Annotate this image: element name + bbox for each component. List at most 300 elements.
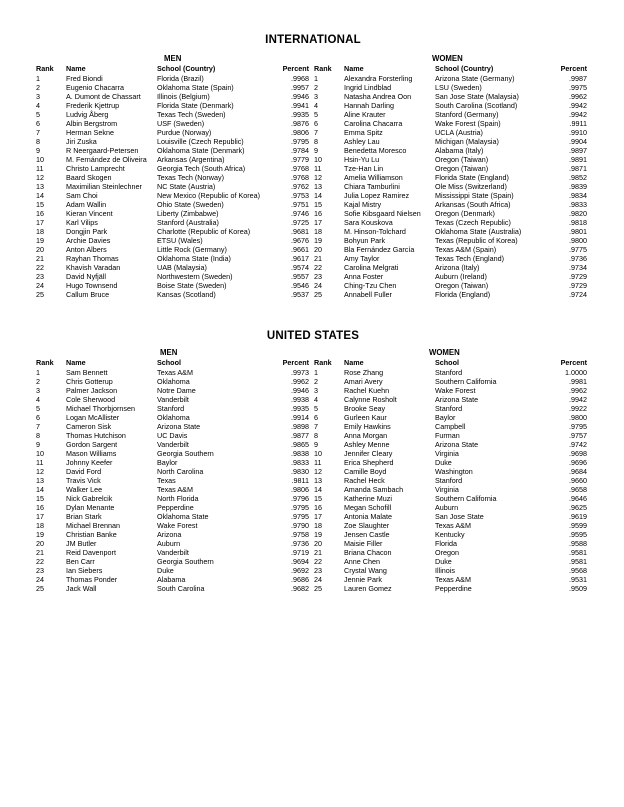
rank-cell: 7 bbox=[36, 422, 40, 431]
table-header bbox=[36, 358, 312, 367]
table-row bbox=[314, 539, 590, 548]
school-cell: Stanford bbox=[157, 404, 185, 413]
percent-cell: .9941 bbox=[291, 101, 309, 110]
school-cell: Florida (Brazil) bbox=[157, 74, 204, 83]
table-row bbox=[36, 386, 312, 395]
name-cell: Calynne Rosholt bbox=[344, 395, 397, 404]
school-cell: Boise State (Sweden) bbox=[157, 281, 227, 290]
table-row bbox=[36, 575, 312, 584]
rank-cell: 12 bbox=[36, 173, 44, 182]
name-cell: Gurleen Kaur bbox=[344, 413, 387, 422]
school-cell: Florida (England) bbox=[435, 290, 491, 299]
name-cell: Dongjin Park bbox=[66, 227, 108, 236]
table-row bbox=[36, 404, 312, 413]
percent-cell: .9768 bbox=[291, 164, 309, 173]
table-row bbox=[314, 200, 590, 209]
rank-cell: 8 bbox=[314, 431, 318, 440]
percent-cell: .9698 bbox=[569, 449, 587, 458]
percent-cell: .9830 bbox=[291, 467, 309, 476]
name-cell: David Nyfjäll bbox=[66, 272, 106, 281]
table-row bbox=[36, 281, 312, 290]
name-cell: Chris Gotterup bbox=[66, 377, 113, 386]
name-cell: Hugo Townsend bbox=[66, 281, 118, 290]
percent-cell: .9938 bbox=[291, 395, 309, 404]
school-cell: Stanford bbox=[435, 476, 463, 485]
table-row bbox=[36, 74, 312, 83]
name-cell: Nick Gabrelcik bbox=[66, 494, 113, 503]
percent-cell: .9962 bbox=[291, 377, 309, 386]
table-row bbox=[36, 236, 312, 245]
percent-cell: .9729 bbox=[569, 272, 587, 281]
rank-cell: 14 bbox=[36, 191, 44, 200]
rank-cell: 22 bbox=[36, 557, 44, 566]
rank-header: Rank bbox=[36, 64, 54, 73]
rank-cell: 19 bbox=[314, 236, 322, 245]
table-row bbox=[314, 119, 590, 128]
percent-cell: .9946 bbox=[291, 92, 309, 101]
school-cell: Michigan (Malaysia) bbox=[435, 137, 499, 146]
name-cell: Maximilian Steinlechner bbox=[66, 182, 142, 191]
name-cell: Hannah Darling bbox=[344, 101, 394, 110]
percent-cell: .9686 bbox=[291, 575, 309, 584]
school-cell: Purdue (Norway) bbox=[157, 128, 212, 137]
percent-cell: .9790 bbox=[291, 521, 309, 530]
school-cell: Stanford (Australia) bbox=[157, 218, 219, 227]
name-cell: Ian Siebers bbox=[66, 566, 103, 575]
united-states-men-label: MEN bbox=[160, 348, 178, 357]
percent-cell: .9839 bbox=[569, 182, 587, 191]
name-cell: Rose Zhang bbox=[344, 368, 384, 377]
name-cell: Carolina Chacarra bbox=[344, 119, 403, 128]
name-cell: R Neergaard-Petersen bbox=[66, 146, 139, 155]
table-row bbox=[314, 404, 590, 413]
percent-cell: .9557 bbox=[291, 272, 309, 281]
table-row bbox=[36, 458, 312, 467]
table-row bbox=[36, 485, 312, 494]
percent-cell: .9725 bbox=[291, 218, 309, 227]
school-cell: Oklahoma bbox=[157, 377, 190, 386]
school-cell: Texas (Czech Republic) bbox=[435, 218, 511, 227]
percent-cell: .9617 bbox=[291, 254, 309, 263]
school-header: School bbox=[157, 358, 181, 367]
table-row bbox=[36, 422, 312, 431]
percent-cell: .9942 bbox=[569, 395, 587, 404]
school-cell: Oregon bbox=[435, 548, 459, 557]
school-cell: Southern California bbox=[435, 494, 497, 503]
school-cell: San Jose State (Malaysia) bbox=[435, 92, 519, 101]
table-row bbox=[314, 128, 590, 137]
rank-cell: 16 bbox=[314, 503, 322, 512]
school-cell: ETSU (Wales) bbox=[157, 236, 203, 245]
percent-cell: .9734 bbox=[569, 263, 587, 272]
name-cell: Aline Krauter bbox=[344, 110, 386, 119]
percent-cell: .9911 bbox=[569, 119, 587, 128]
name-header: Name bbox=[66, 64, 86, 73]
percent-cell: .9694 bbox=[291, 557, 309, 566]
rank-cell: 10 bbox=[314, 449, 322, 458]
rank-cell: 18 bbox=[314, 521, 322, 530]
rank-cell: 7 bbox=[314, 422, 318, 431]
name-cell: Sam Choi bbox=[66, 191, 98, 200]
table-row bbox=[314, 254, 590, 263]
school-cell: Southern California bbox=[435, 377, 497, 386]
table-row bbox=[314, 440, 590, 449]
rank-cell: 1 bbox=[36, 74, 40, 83]
rank-cell: 4 bbox=[36, 101, 40, 110]
school-cell: North Florida bbox=[157, 494, 199, 503]
name-cell: Lauren Gomez bbox=[344, 584, 392, 593]
percent-cell: .9768 bbox=[291, 173, 309, 182]
rank-cell: 18 bbox=[314, 227, 322, 236]
name-cell: Brian Stark bbox=[66, 512, 102, 521]
name-cell: Archie Davies bbox=[66, 236, 111, 245]
name-cell: Mason Williams bbox=[66, 449, 117, 458]
percent-cell: .9796 bbox=[291, 494, 309, 503]
school-header: School (Country) bbox=[435, 64, 494, 73]
table-row bbox=[314, 377, 590, 386]
table-row bbox=[36, 530, 312, 539]
percent-cell: .9935 bbox=[291, 404, 309, 413]
name-header: Name bbox=[66, 358, 86, 367]
percent-cell: .9865 bbox=[291, 440, 309, 449]
percent-cell: .9724 bbox=[569, 290, 587, 299]
school-cell: Arizona bbox=[157, 530, 182, 539]
name-cell: Khavish Varadan bbox=[66, 263, 121, 272]
name-cell: Julia Lopez Ramirez bbox=[344, 191, 410, 200]
name-cell: Sofie Kibsgaard Nielsen bbox=[344, 209, 421, 218]
percent-header: Percent bbox=[560, 358, 587, 367]
table-header bbox=[36, 64, 312, 73]
school-cell: Baylor bbox=[157, 458, 178, 467]
percent-cell: .9692 bbox=[291, 566, 309, 575]
table-row bbox=[314, 92, 590, 101]
table-row bbox=[314, 566, 590, 575]
table-row bbox=[36, 164, 312, 173]
name-cell: Kajal Mistry bbox=[344, 200, 382, 209]
percent-cell: .9729 bbox=[569, 281, 587, 290]
rank-cell: 3 bbox=[36, 386, 40, 395]
school-cell: Texas A&M bbox=[157, 485, 193, 494]
school-cell: Texas A&M bbox=[435, 575, 471, 584]
school-cell: Arizona State bbox=[435, 395, 479, 404]
name-cell: Jensen Castle bbox=[344, 530, 390, 539]
school-cell: Virginia bbox=[435, 449, 459, 458]
name-cell: Jiri Zuska bbox=[66, 137, 97, 146]
name-cell: Anton Albers bbox=[66, 245, 107, 254]
percent-cell: .9957 bbox=[291, 83, 309, 92]
name-header: Name bbox=[344, 358, 364, 367]
school-cell: Florida State (Denmark) bbox=[157, 101, 234, 110]
school-cell: UAB (Malaysia) bbox=[157, 263, 207, 272]
rank-cell: 1 bbox=[314, 368, 318, 377]
percent-cell: .9818 bbox=[569, 218, 587, 227]
rank-cell: 12 bbox=[36, 467, 44, 476]
name-cell: M. Fernández de Oliveira bbox=[66, 155, 147, 164]
school-cell: Wake Forest (Spain) bbox=[435, 119, 501, 128]
table-row bbox=[36, 209, 312, 218]
rank-cell: 10 bbox=[314, 155, 322, 164]
school-cell: Furman bbox=[435, 431, 460, 440]
school-cell: Arizona State bbox=[435, 440, 479, 449]
name-cell: Carolina Melgrati bbox=[344, 263, 399, 272]
percent-cell: .9987 bbox=[569, 74, 587, 83]
name-cell: Hsin-Yu Lu bbox=[344, 155, 380, 164]
rank-cell: 25 bbox=[36, 584, 44, 593]
table-row bbox=[36, 245, 312, 254]
percent-cell: .9779 bbox=[291, 155, 309, 164]
name-cell: David Ford bbox=[66, 467, 102, 476]
rank-cell: 16 bbox=[314, 209, 322, 218]
school-header: School (Country) bbox=[157, 64, 216, 73]
school-cell: Washington bbox=[435, 467, 473, 476]
percent-cell: .9574 bbox=[291, 263, 309, 272]
table-row bbox=[314, 467, 590, 476]
rank-cell: 19 bbox=[314, 530, 322, 539]
percent-cell: .9942 bbox=[569, 101, 587, 110]
percent-cell: .9757 bbox=[569, 431, 587, 440]
rank-cell: 23 bbox=[36, 566, 44, 575]
name-cell: Anna Foster bbox=[344, 272, 384, 281]
table-row bbox=[314, 245, 590, 254]
international-men-label: MEN bbox=[164, 54, 182, 63]
rank-cell: 13 bbox=[36, 182, 44, 191]
school-cell: Oklahoma State bbox=[157, 512, 209, 521]
name-cell: Jennie Park bbox=[344, 575, 382, 584]
percent-cell: .9595 bbox=[569, 530, 587, 539]
name-cell: Cameron Sisk bbox=[66, 422, 112, 431]
table-row bbox=[314, 557, 590, 566]
rank-cell: 5 bbox=[314, 404, 318, 413]
percent-cell: .9946 bbox=[291, 386, 309, 395]
table-row bbox=[314, 485, 590, 494]
rank-cell: 8 bbox=[36, 137, 40, 146]
school-cell: Charlotte (Republic of Korea) bbox=[157, 227, 251, 236]
rank-cell: 2 bbox=[314, 83, 318, 92]
percent-cell: .9806 bbox=[291, 128, 309, 137]
percent-cell: .9625 bbox=[569, 503, 587, 512]
table-row bbox=[314, 74, 590, 83]
rank-cell: 3 bbox=[314, 386, 318, 395]
school-cell: New Mexico (Republic of Korea) bbox=[157, 191, 261, 200]
percent-cell: .9795 bbox=[291, 137, 309, 146]
rank-cell: 14 bbox=[314, 485, 322, 494]
percent-cell: .9736 bbox=[291, 539, 309, 548]
international-title: INTERNATIONAL bbox=[265, 34, 361, 46]
school-cell: Georgia Southern bbox=[157, 557, 214, 566]
name-cell: Travis Vick bbox=[66, 476, 101, 485]
rank-cell: 24 bbox=[314, 575, 322, 584]
rank-cell: 5 bbox=[314, 110, 318, 119]
percent-cell: .9746 bbox=[291, 209, 309, 218]
rank-cell: 9 bbox=[314, 146, 318, 155]
school-cell: Arkansas (Argentina) bbox=[157, 155, 225, 164]
school-cell: Oklahoma State (India) bbox=[157, 254, 231, 263]
table-row bbox=[314, 101, 590, 110]
rank-cell: 13 bbox=[36, 476, 44, 485]
rank-cell: 22 bbox=[36, 263, 44, 272]
rank-cell: 8 bbox=[36, 431, 40, 440]
school-cell: Texas (Republic of Korea) bbox=[435, 236, 518, 245]
percent-cell: .9962 bbox=[569, 92, 587, 101]
rank-cell: 18 bbox=[36, 227, 44, 236]
table-row bbox=[314, 191, 590, 200]
percent-cell: .9795 bbox=[291, 503, 309, 512]
percent-cell: .9811 bbox=[291, 476, 309, 485]
rank-cell: 9 bbox=[36, 440, 40, 449]
school-cell: Illinois bbox=[435, 566, 455, 575]
rank-cell: 3 bbox=[36, 92, 40, 101]
name-cell: Sara Kouskova bbox=[344, 218, 393, 227]
rank-cell: 13 bbox=[314, 476, 322, 485]
percent-cell: .9751 bbox=[291, 200, 309, 209]
rank-cell: 2 bbox=[36, 377, 40, 386]
name-cell: Erica Shepherd bbox=[344, 458, 394, 467]
percent-cell: .9910 bbox=[569, 128, 587, 137]
table-row bbox=[36, 413, 312, 422]
table-row bbox=[314, 137, 590, 146]
rank-cell: 20 bbox=[314, 245, 322, 254]
percent-cell: .9719 bbox=[291, 548, 309, 557]
name-cell: Zoe Slaughter bbox=[344, 521, 390, 530]
rank-cell: 7 bbox=[36, 128, 40, 137]
school-cell: Duke bbox=[435, 557, 452, 566]
name-cell: Walker Lee bbox=[66, 485, 103, 494]
rank-cell: 25 bbox=[36, 290, 44, 299]
name-cell: Ludvig Åberg bbox=[66, 110, 109, 119]
rank-cell: 24 bbox=[36, 575, 44, 584]
table-row bbox=[314, 182, 590, 191]
name-cell: Reid Davenport bbox=[66, 548, 116, 557]
rank-cell: 6 bbox=[314, 119, 318, 128]
table-row bbox=[314, 290, 590, 299]
school-cell: Ohio State (Sweden) bbox=[157, 200, 224, 209]
name-cell: Ching-Tzu Chen bbox=[344, 281, 397, 290]
table-row bbox=[36, 128, 312, 137]
school-cell: NC State (Austria) bbox=[157, 182, 216, 191]
rank-cell: 8 bbox=[314, 137, 318, 146]
table-row bbox=[36, 368, 312, 377]
name-cell: Sam Bennett bbox=[66, 368, 108, 377]
percent-cell: .9661 bbox=[291, 245, 309, 254]
percent-cell: .9581 bbox=[569, 548, 587, 557]
table-row bbox=[314, 575, 590, 584]
name-cell: M. Hinson-Tolchard bbox=[344, 227, 406, 236]
school-cell: Texas bbox=[157, 476, 176, 485]
name-cell: Adam Wallin bbox=[66, 200, 107, 209]
table-row bbox=[36, 227, 312, 236]
percent-cell: .9973 bbox=[291, 368, 309, 377]
table-row bbox=[314, 368, 590, 377]
school-cell: Texas Tech (England) bbox=[435, 254, 504, 263]
rank-header: Rank bbox=[36, 358, 54, 367]
school-cell: Auburn bbox=[435, 503, 459, 512]
school-cell: Texas Tech (Norway) bbox=[157, 173, 224, 182]
rank-cell: 18 bbox=[36, 521, 44, 530]
school-cell: Pepperdine bbox=[157, 503, 194, 512]
percent-cell: .9820 bbox=[569, 209, 587, 218]
table-row bbox=[314, 146, 590, 155]
name-cell: Rachel Heck bbox=[344, 476, 385, 485]
percent-cell: .9942 bbox=[569, 110, 587, 119]
percent-cell: .9800 bbox=[569, 413, 587, 422]
table-row bbox=[36, 110, 312, 119]
name-cell: Herman Sekne bbox=[66, 128, 114, 137]
percent-cell: .9877 bbox=[291, 431, 309, 440]
rank-cell: 21 bbox=[36, 254, 44, 263]
percent-cell: .9981 bbox=[569, 377, 587, 386]
percent-cell: .9962 bbox=[569, 386, 587, 395]
percent-cell: .9795 bbox=[569, 422, 587, 431]
table-row bbox=[314, 386, 590, 395]
name-cell: A. Dumont de Chassart bbox=[66, 92, 141, 101]
table-row bbox=[36, 173, 312, 182]
rank-cell: 21 bbox=[314, 548, 322, 557]
percent-cell: .9531 bbox=[569, 575, 587, 584]
name-cell: Tze-Han Lin bbox=[344, 164, 384, 173]
rank-cell: 9 bbox=[36, 146, 40, 155]
name-cell: Christo Lamprecht bbox=[66, 164, 125, 173]
school-cell: Vanderbilt bbox=[157, 395, 189, 404]
name-cell: JM Butler bbox=[66, 539, 97, 548]
table-row bbox=[314, 584, 590, 593]
percent-cell: .9795 bbox=[291, 512, 309, 521]
school-cell: Virginia bbox=[435, 485, 459, 494]
table-row bbox=[36, 431, 312, 440]
table-row bbox=[36, 521, 312, 530]
percent-cell: .9891 bbox=[569, 155, 587, 164]
percent-cell: .9935 bbox=[291, 110, 309, 119]
name-cell: Cole Sherwood bbox=[66, 395, 116, 404]
name-cell: Anna Morgan bbox=[344, 431, 388, 440]
name-cell: Dylan Menante bbox=[66, 503, 115, 512]
school-cell: Louisville (Czech Republic) bbox=[157, 137, 244, 146]
percent-cell: .9838 bbox=[291, 449, 309, 458]
international-women-label: WOMEN bbox=[432, 54, 463, 63]
school-cell: Northwestern (Sweden) bbox=[157, 272, 233, 281]
school-cell: Alabama (Italy) bbox=[435, 146, 484, 155]
percent-cell: .9833 bbox=[569, 200, 587, 209]
name-cell: Logan McAllister bbox=[66, 413, 120, 422]
rank-cell: 16 bbox=[36, 503, 44, 512]
rank-cell: 6 bbox=[36, 413, 40, 422]
table-row bbox=[314, 236, 590, 245]
rank-cell: 7 bbox=[314, 128, 318, 137]
rank-cell: 3 bbox=[314, 92, 318, 101]
percent-cell: .9568 bbox=[569, 566, 587, 575]
table-row bbox=[314, 413, 590, 422]
table-row bbox=[314, 263, 590, 272]
name-cell: Katherine Muzi bbox=[344, 494, 392, 503]
table-row bbox=[36, 146, 312, 155]
rank-cell: 10 bbox=[36, 155, 44, 164]
rank-cell: 1 bbox=[314, 74, 318, 83]
table-row bbox=[314, 431, 590, 440]
name-cell: Briana Chacon bbox=[344, 548, 392, 557]
school-cell: Alabama bbox=[157, 575, 186, 584]
school-cell: Duke bbox=[157, 566, 174, 575]
name-cell: Ashley Menne bbox=[344, 440, 390, 449]
percent-cell: .9684 bbox=[569, 467, 587, 476]
school-cell: Auburn bbox=[157, 539, 181, 548]
school-cell: Florida bbox=[435, 539, 457, 548]
rank-cell: 15 bbox=[314, 200, 322, 209]
table-header bbox=[314, 358, 590, 367]
percent-cell: .9537 bbox=[291, 290, 309, 299]
rank-cell: 6 bbox=[36, 119, 40, 128]
table-row bbox=[36, 182, 312, 191]
rank-cell: 12 bbox=[314, 173, 322, 182]
rank-cell: 23 bbox=[314, 566, 322, 575]
